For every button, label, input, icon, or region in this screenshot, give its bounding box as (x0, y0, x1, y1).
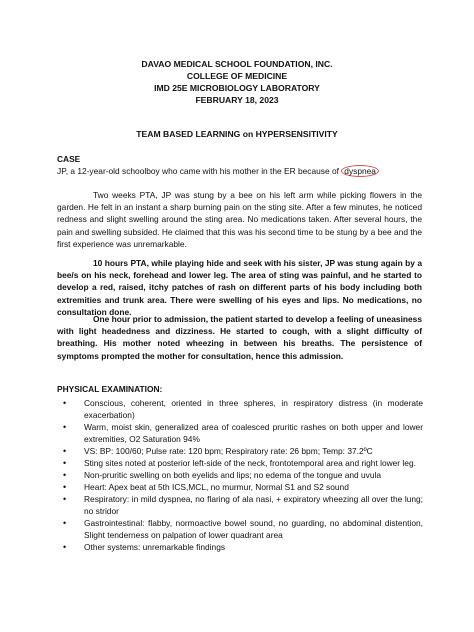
list-item: • Other systems: unremarkable findings (63, 542, 226, 552)
college-name: COLLEGE OF MEDICINE (186, 71, 288, 81)
list-item: • Sting sites noted at posterior left-side of the neck, frontotemporal area and right lower leg. (63, 458, 416, 468)
paragraph-2 (57, 257, 422, 318)
list-item: • Heart: Apex beat at 5th ICS,MCL, no murmur, Normal S1 and S2 sound (63, 482, 349, 492)
document-title: TEAM BASED LEARNING on HYPERSENSITIVITY (136, 129, 338, 139)
case-intro-text: JP, a 12-year-old schoolboy who came with his mother in the ER because of (57, 166, 342, 176)
list-item: • Gastrointestinal: flabby, normoactive bowel sound, no guarding, no abdominal distention, Slight tenderness on palpation of lower quadrant area (63, 518, 423, 540)
bullet-icon: • (63, 398, 67, 408)
physical-exam-title: PHYSICAL EXAMINATION: (57, 384, 163, 394)
bullet-icon: • (63, 542, 67, 552)
bullet-icon: • (63, 494, 67, 504)
paragraph-1 (57, 189, 422, 250)
paragraph-2-text: 10 hours PTA, while playing hide and seek with his sister, JP was stung again by a bee/s on his neck, forehead and lower leg. The area of sting was painful, and he started to develop a red, raised, itchy patches of rash on different parts of his body including both extremities and trunk area. There were swelling of his eyes and lips. No medications, no consultation done. (57, 258, 422, 317)
list-item: • Conscious, coherent, oriented in three spheres, in respiratory distress (in moderate exacerbation) (63, 398, 423, 420)
bullet-icon: • (63, 422, 67, 432)
physical-exam-list (57, 397, 423, 553)
list-item: • Non-pruritic swelling on both eyelids and lips; no edema of the tongue and uvula (63, 470, 382, 480)
case-intro (57, 165, 437, 177)
bullet-icon: • (63, 458, 67, 468)
bullet-icon: • (63, 470, 67, 480)
list-item: • VS: BP: 100/60; Pulse rate: 120 bpm; Respiratory rate: 26 bpm; Temp: 37.2ºC (63, 446, 373, 456)
case-label: CASE (57, 154, 81, 164)
bullet-icon: • (63, 482, 67, 492)
list-item: • Respiratory: in mild dyspnea, no flaring of ala nasi, + expiratory wheezing all over the lung; no stridor (63, 494, 423, 516)
course-name: IMD 25E MICROBIOLOGY LABORATORY (154, 83, 320, 93)
paragraph-3 (57, 313, 422, 362)
paragraph-1-text: Two weeks PTA, JP was stung by a bee on his left arm while picking flowers in the garden. He felt in an instant a sharp burning pain on the sting site. After a few minutes, he noticed redness and slight swelling around the sting area. No medications taken. After several hours, the pain and swelling subsided. He claimed that this was his second time to be stung by a bee and the first experience was unremarkable. (57, 190, 422, 249)
list-item: • Warm, moist skin, generalized area of coalesced pruritic rashes on both upper and lower extremities, O2 Saturation 94% (63, 422, 423, 444)
circled-term: dyspnea (341, 165, 379, 177)
bullet-icon: • (63, 518, 67, 528)
bullet-icon: • (63, 446, 67, 456)
paragraph-3-text: One hour prior to admission, the patient started to develop a feeling of uneasiness with light headedness and dizziness. He started to cough, with a slight difficulty of breathing. His mother noted wheezing in between his breaths. The persistence of symptoms prompted the mother for consultation, hence this admission. (57, 314, 422, 361)
school-name: DAVAO MEDICAL SCHOOL FOUNDATION, INC. (141, 59, 333, 69)
document-date: FEBRUARY 18, 2023 (195, 95, 279, 105)
